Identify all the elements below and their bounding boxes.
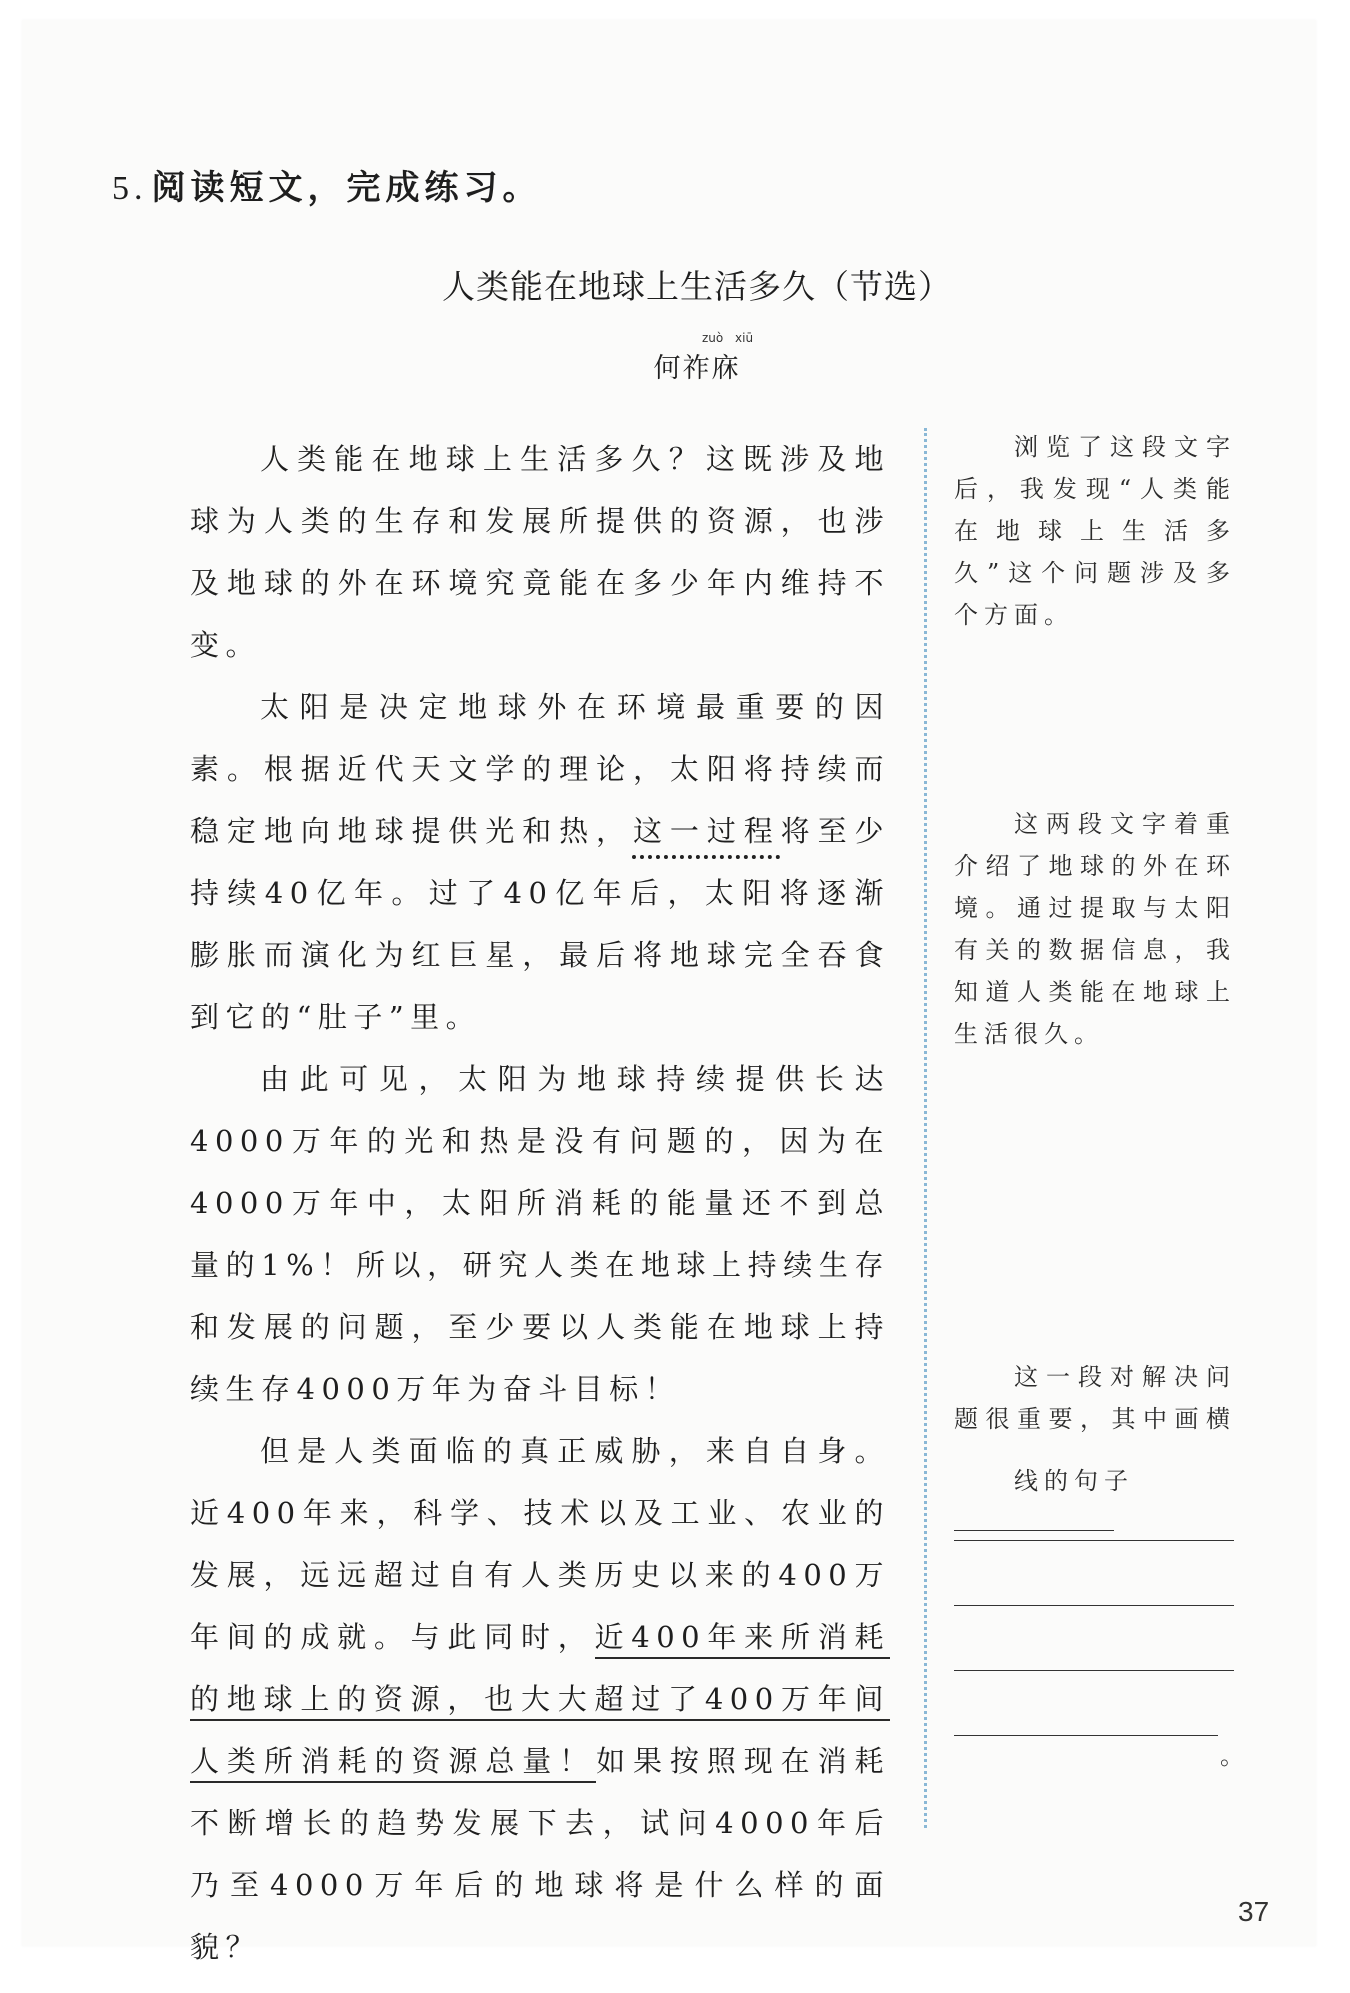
margin-note-2-text: 这两段文字着重介绍了地球的外在环境。通过提取与太阳有关的数据信息，我知道人类能在地球上生活很久。 bbox=[954, 810, 1236, 1048]
answer-line-2[interactable] bbox=[954, 1605, 1234, 1606]
answer-blank-inline[interactable] bbox=[954, 1506, 1114, 1531]
article-body bbox=[190, 428, 890, 1978]
paragraph-4-part-a: 但是人类面临的真正威胁，来自自身。近400年来，科学、技术以及工业、农业的发展，远远超过自有人类历史以来的400万年间的成就。与此同时， bbox=[190, 1434, 890, 1654]
answer-line-3[interactable] bbox=[954, 1670, 1234, 1671]
answer-line-1[interactable] bbox=[954, 1540, 1234, 1541]
margin-note-3-prompt-cont: 线的句子 bbox=[1014, 1467, 1134, 1495]
question-heading bbox=[112, 160, 542, 209]
margin-note-3-prompt: 这一段对解决问题很重要，其中画横 bbox=[954, 1363, 1236, 1433]
author-pinyin: zuò xiū bbox=[702, 331, 754, 345]
paragraph-4-part-c: 如果按照现在消耗不断增长的趋势发展下去，试问4000年后乃至4000万年后的地球将是什么样的面貌？ bbox=[190, 1744, 890, 1964]
margin-note-3-text bbox=[954, 1356, 1236, 1544]
workbook-page bbox=[22, 20, 1316, 1964]
question-title: 阅读短文，完成练习。 bbox=[151, 168, 542, 208]
answer-end-period: 。 bbox=[1220, 1742, 1244, 1770]
article-title: 人类能在地球上生活多久（节选） bbox=[442, 267, 952, 306]
paragraph-4 bbox=[190, 1420, 890, 1978]
emphasis-dotted-phrase: 这一过程 bbox=[632, 814, 781, 848]
margin-divider bbox=[924, 428, 927, 1828]
margin-note-2 bbox=[954, 803, 1236, 1055]
margin-note-3 bbox=[954, 1356, 1236, 1544]
article-author: 何祚庥 bbox=[653, 353, 741, 384]
answer-line-4[interactable] bbox=[954, 1735, 1218, 1736]
paragraph-2-part-a: 太阳是决定地球外在环境最重要的因素。根据近代天文学的理论，太阳将持续而稳定地向地球提供光和热， bbox=[190, 690, 890, 848]
page-number: 37 bbox=[1238, 1896, 1270, 1927]
margin-note-1-text: 浏览了这段文字后，我发现“人类能在地球上生活多久”这个问题涉及多个方面。 bbox=[954, 433, 1236, 629]
underlined-sentence: 近400年来所消耗的地球上的资源，也大大超过了400万年间人类所消耗的资源总量！ bbox=[190, 1620, 890, 1783]
paragraph-2-part-c: 将至少持续40亿年。过了40亿年后，太阳将逐渐膨胀而演化为红巨星，最后将地球完全吞食到它的“肚子”里。 bbox=[190, 814, 890, 1034]
paragraph-3: 由此可见，太阳为地球持续提供长达4000万年的光和热是没有问题的，因为在4000万年中，太阳所消耗的能量还不到总量的1%！所以，研究人类在地球上持续生存和发展的问题，至少要以人类能在地球上持续生存4000万年为奋斗目标！ bbox=[190, 1062, 890, 1406]
margin-note-1 bbox=[954, 426, 1236, 636]
paragraph-1: 人类能在地球上生活多久？这既涉及地球为人类的生存和发展所提供的资源，也涉及地球的外在环境究竟能在多少年内维持不变。 bbox=[190, 442, 890, 662]
question-number: 5. bbox=[112, 170, 148, 207]
paragraph-2 bbox=[190, 676, 890, 1048]
